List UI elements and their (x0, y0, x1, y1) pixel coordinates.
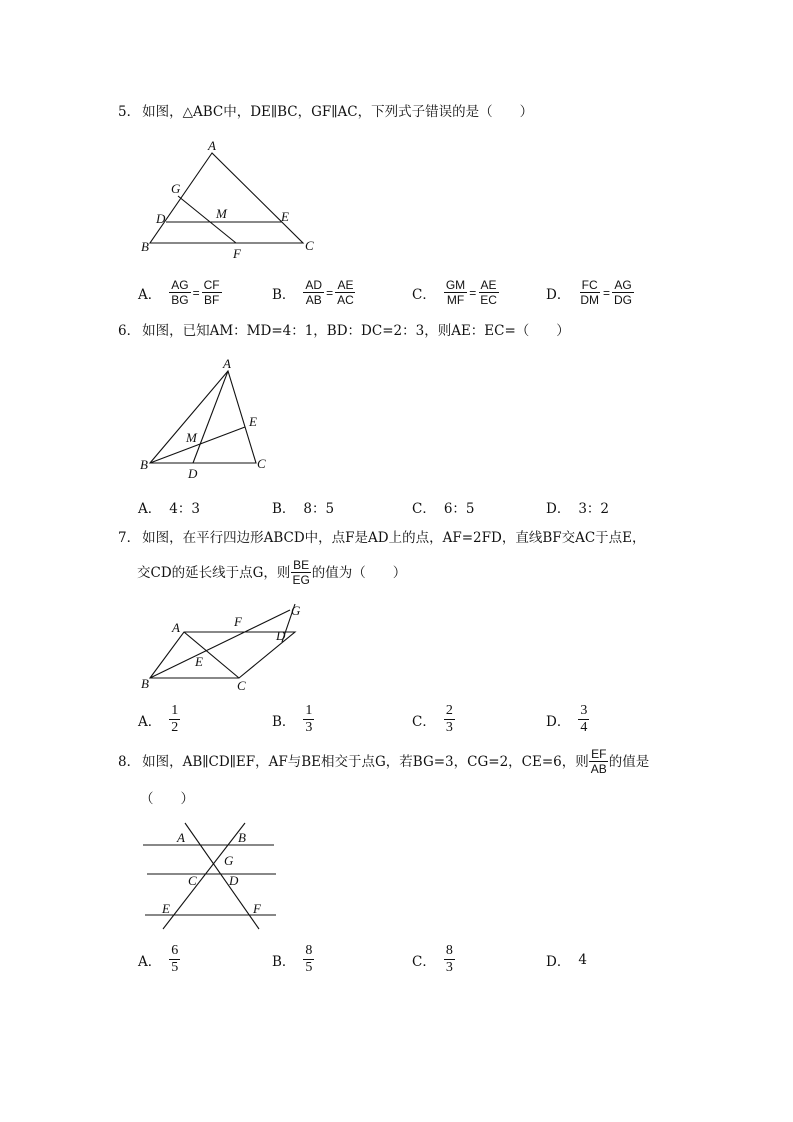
q7-option-a-den: 2 (171, 720, 179, 735)
q6-option-b-text: 8：5 (303, 501, 335, 517)
q5-label-m: M (216, 206, 227, 221)
q6-label-m: M (186, 430, 197, 445)
q5-option-a-left-num: AG (171, 278, 189, 292)
q5-option-d-right-den: DG (614, 293, 633, 307)
q5-label-a: A (208, 138, 216, 153)
q8-stem-post: 的值是 (608, 753, 650, 770)
q6-number: 6． (118, 323, 141, 339)
q8-label-b: B (238, 830, 246, 845)
q5-option-c-right-den: EC (480, 293, 497, 307)
q8-option-d-text: 4 (578, 952, 587, 968)
q7-stem-line1-text: 如图，在平行四边形ABCD中，点F是AD上的点，AF=2FD，直线BF交AC于点E， (142, 530, 646, 546)
q8-number: 8． (118, 753, 141, 770)
q6-option-a-label: A． (138, 501, 162, 517)
q7-label-d: D (276, 628, 286, 643)
q7-option-a-num: 1 (171, 703, 179, 718)
q7-stem-line2-pre: 交CD的延长线于点G，则 (137, 564, 291, 581)
q7-option-c-den: 3 (445, 720, 453, 735)
q6-option-a-text: 4：3 (169, 501, 200, 517)
q5-option-b-left-num: AD (305, 278, 323, 292)
q8-label-g: G (224, 853, 234, 868)
q6-option-d-label: D． (546, 501, 571, 517)
q5-option-a-left-den: BG (171, 293, 189, 307)
q5-option-c-label: C． (412, 286, 436, 303)
q5-option-d-eq: = (603, 285, 611, 300)
q5-option-a-eq: = (192, 285, 200, 300)
q5-stem-text: 如图，△ABC中，DE∥BC，GF∥AC，下列式子错误的是（ ） (142, 104, 534, 120)
q8-option-c-den: 3 (445, 960, 453, 975)
q7-option-d-num: 3 (580, 703, 588, 718)
q6-label-a: A (223, 356, 231, 371)
q8-option-c-num: 8 (445, 943, 453, 958)
q5-option-c-left-num: GM (445, 278, 466, 292)
q5-label-f: F (233, 246, 241, 261)
q7-option-d-den: 4 (580, 720, 588, 735)
q5-option-b-left-den: AB (305, 293, 322, 307)
q8-option-b-num: 8 (305, 943, 313, 958)
q5-option-d-label: D． (546, 286, 571, 303)
q8-option-b-den: 5 (305, 960, 313, 975)
q5-option-c-right-num: AE (480, 278, 497, 292)
q6-option-b-label: B． (272, 501, 296, 517)
q7-label-f: F (234, 614, 242, 629)
q5-label-c: C (305, 238, 314, 253)
q7-label-e: E (195, 654, 203, 669)
q6-option-d-text: 3：2 (578, 501, 610, 517)
q5-option-a-label: A． (138, 286, 162, 303)
q5-option-c-left-den: MF (446, 293, 465, 307)
q5-option-d-left-num: FC (581, 278, 598, 292)
q8-label-f: F (253, 901, 261, 916)
q7-label-c: C (237, 678, 246, 693)
q6-stem-text: 如图，已知AM：MD=4：1，BD：DC=2：3，则AE：EC=（ ） (142, 323, 570, 339)
q5-option-b-label: B． (272, 286, 296, 303)
q6-label-d: D (188, 466, 198, 481)
q5-option-c-eq: = (469, 285, 477, 300)
q6-option-c-text: 6：5 (443, 501, 475, 517)
q8-option-d[interactable] (546, 950, 587, 970)
q8-label-c: C (188, 873, 197, 888)
q7-option-b-den: 3 (305, 720, 313, 735)
q7-label-b: B (141, 676, 149, 691)
q7-option-a-label: A． (138, 713, 162, 730)
q7-label-g: G (291, 603, 301, 618)
q5-option-a-right-den: BF (203, 293, 220, 307)
q8-stem-line2: （ ） (140, 791, 194, 807)
q8-option-a-num: 6 (171, 943, 179, 958)
q8-option-d-label: D． (546, 954, 571, 970)
q7-option-d-label: D． (546, 713, 571, 730)
q8-option-c[interactable] (412, 943, 455, 976)
q8-label-e: E (162, 901, 170, 916)
q5-option-a-right-num: CF (203, 278, 220, 292)
q8-option-a-den: 5 (171, 960, 179, 975)
q8-option-b-label: B． (272, 953, 296, 970)
q8-option-c-label: C． (412, 953, 436, 970)
q5-option-b-right-num: AE (337, 278, 354, 292)
q7-stem-frac-den: EG (292, 573, 310, 587)
q7-option-c-label: C． (412, 713, 436, 730)
q5-label-e: E (281, 209, 289, 224)
q7-number: 7． (118, 530, 141, 546)
q5-option-b-eq: = (326, 285, 334, 300)
q5-label-b: B (141, 239, 149, 254)
q8-stem-frac-den: AB (590, 762, 607, 776)
q7-option-b-label: B． (272, 713, 296, 730)
q6-label-b: B (140, 457, 148, 472)
q8-stem-frac-num: EF (591, 747, 607, 761)
q7-stem-frac-num: BE (293, 558, 310, 572)
q7-label-a: A (172, 620, 180, 635)
q5-label-g: G (171, 181, 181, 196)
q8-stem-pre: 如图，AB∥CD∥EF，AF与BE相交于点G，若BG=3，CG=2，CE=6，则 (142, 753, 589, 770)
q5-option-d-right-num: AG (614, 278, 632, 292)
q5-label-d: D (156, 211, 166, 226)
q8-label-d: D (229, 873, 239, 888)
q5-option-b-right-den: AC (337, 293, 354, 307)
q8-option-a-label: A． (138, 953, 162, 970)
q8-option-a[interactable] (138, 943, 180, 976)
q8-label-a: A (177, 830, 185, 845)
q7-option-c-num: 2 (445, 703, 453, 718)
q7-stem-line2-post: 的值为（ ） (311, 564, 407, 581)
q6-option-c-label: C． (412, 501, 436, 517)
q7-option-b-num: 1 (305, 703, 313, 718)
q6-label-e: E (249, 414, 257, 429)
q5-number: 5． (118, 104, 141, 120)
q8-option-b[interactable] (272, 943, 314, 976)
q6-label-c: C (257, 456, 266, 471)
q5-option-d-left-den: DM (580, 293, 599, 307)
